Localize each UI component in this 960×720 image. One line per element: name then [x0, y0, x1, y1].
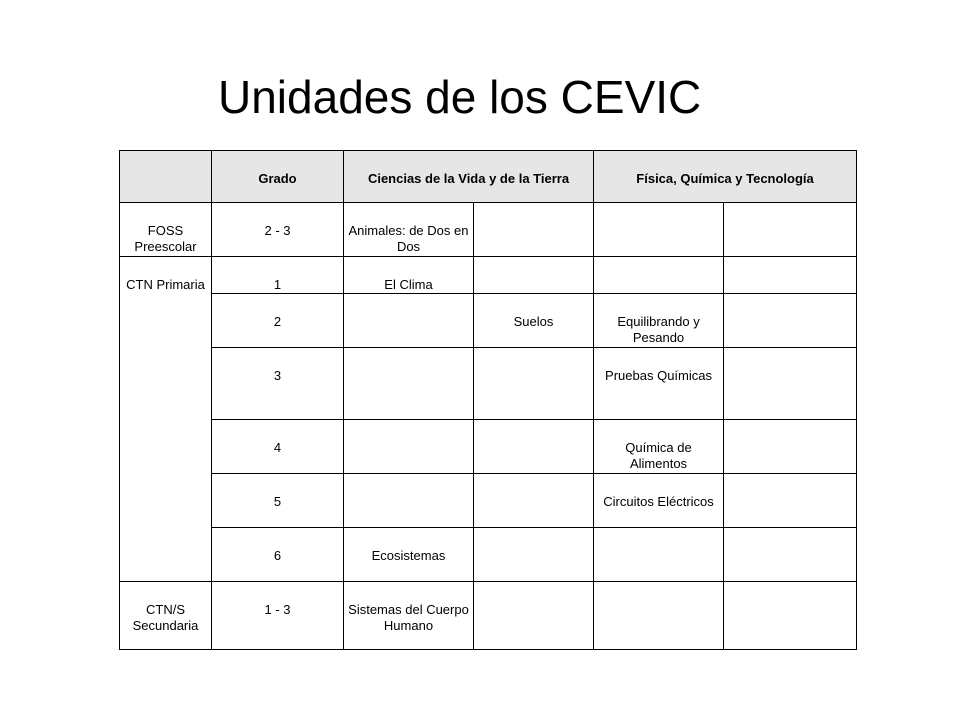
unit-cell: Circuitos Eléctricos [594, 474, 724, 528]
unit-cell [724, 294, 857, 348]
unit-cell [344, 348, 474, 420]
header-fisica: Física, Química y Tecnología [594, 151, 857, 203]
programa-cell: CTN Primaria [120, 257, 212, 582]
grado-cell: 2 - 3 [212, 203, 344, 257]
unit-cell [724, 528, 857, 582]
grado-cell: 2 [212, 294, 344, 348]
header-ciencias-vida: Ciencias de la Vida y de la Tierra [344, 151, 594, 203]
unit-cell [724, 257, 857, 294]
unit-cell [344, 294, 474, 348]
table-row [120, 420, 857, 474]
table-row [120, 474, 857, 528]
unit-cell [724, 203, 857, 257]
unit-cell [724, 420, 857, 474]
grado-cell: 1 [212, 257, 344, 294]
unit-cell: Pruebas Químicas [594, 348, 724, 420]
grado-cell: 4 [212, 420, 344, 474]
unit-cell: El Clima [344, 257, 474, 294]
unit-cell [724, 582, 857, 650]
unit-cell [724, 348, 857, 420]
unit-cell [474, 348, 594, 420]
cevic-units-table [119, 150, 857, 650]
unit-cell: Animales: de Dos en Dos [344, 203, 474, 257]
grado-cell: 5 [212, 474, 344, 528]
grado-cell: 1 - 3 [212, 582, 344, 650]
grado-cell: 6 [212, 528, 344, 582]
programa-cell: FOSS Preescolar [120, 203, 212, 257]
unit-cell: Equilibrando y Pesando [594, 294, 724, 348]
table-row [120, 528, 857, 582]
unit-cell: Ecosistemas [344, 528, 474, 582]
table-row [120, 203, 857, 257]
grado-cell: 3 [212, 348, 344, 420]
table-row [120, 582, 857, 650]
unit-cell [474, 474, 594, 528]
unit-cell [594, 203, 724, 257]
unit-cell [594, 257, 724, 294]
unit-cell [474, 528, 594, 582]
unit-cell: Sistemas del Cuerpo Humano [344, 582, 474, 650]
slide-title: Unidades de los CEVIC [218, 71, 702, 123]
unit-cell [474, 203, 594, 257]
header-grado: Grado [212, 151, 344, 203]
programa-cell: CTN/S Secundaria [120, 582, 212, 650]
unit-cell [724, 474, 857, 528]
unit-cell [344, 474, 474, 528]
unit-cell: Química de Alimentos [594, 420, 724, 474]
table-row [120, 294, 857, 348]
header-empty [120, 151, 212, 203]
unit-cell [474, 582, 594, 650]
unit-cell: Suelos [474, 294, 594, 348]
table-row [120, 257, 857, 294]
unit-cell [474, 257, 594, 294]
table-header-row [120, 151, 857, 203]
unit-cell [594, 582, 724, 650]
unit-cell [344, 420, 474, 474]
unit-cell [474, 420, 594, 474]
table-row [120, 348, 857, 420]
unit-cell [594, 528, 724, 582]
